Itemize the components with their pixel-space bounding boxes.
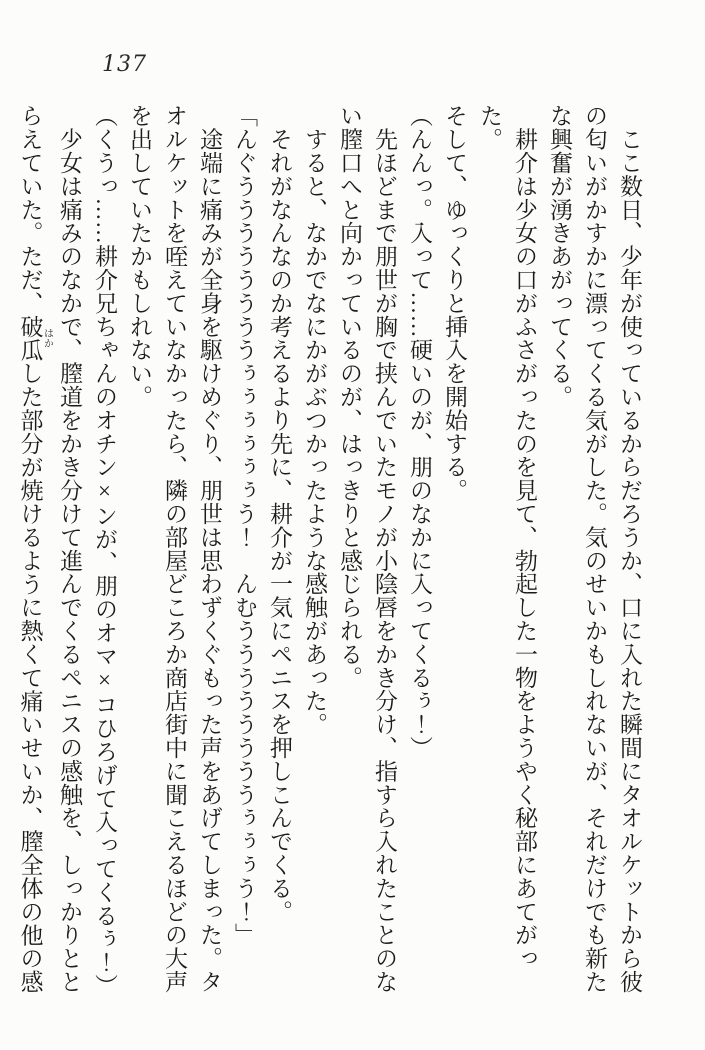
text-line-16: 少女は痛みのなかで、膣道をかき分けて進んでくるペニスの感触を、しっかりとと — [57, 104, 82, 994]
text-line-8: い膣口へと向かっているのが、はっきりと感じられる。 — [337, 104, 362, 689]
text-line-10: それがなんなのか考えるより先に、耕介が一気にペニスを押しこんでくる。 — [267, 104, 292, 923]
text-line-3: な興奮が湧きあがってくる。 — [547, 104, 572, 409]
text-line-1: ここ数日、少年が使っているからだろうか、口に入れた瞬間にタオルケットから彼 — [617, 104, 642, 994]
text-line-2: の匂いがかすかに漂ってくる気がした。気のせいかもしれないが、それだけでも新た — [582, 104, 607, 994]
page-number: 137 — [102, 52, 147, 77]
text-line-11: 「んぐううううううううぅぅぅぅぅぅう！ んむううううううううぅぅぅう！」 — [232, 104, 257, 947]
text-line-4: 耕介は少女の口がふさがったのを見て、勃起した一物をようやく秘部にあてがった。 — [477, 104, 537, 970]
text-line-7: 先ほどまで朋世が胸で挟んでいたモノが小陰唇をかき分け、指すら入れたことのな — [372, 104, 397, 994]
text-line-12: 途端に痛みが全身を駆けめぐり、朋世は思わずくぐもった声をあげてしまった。タ — [197, 104, 222, 994]
text-line-6: （んんっ。入って……硬いのが、朋のなかに入ってくるぅ！） — [407, 104, 432, 760]
text-line-13: オルケットを咥えていなかったら、隣の部屋どころか商店街中に聞こえるほどの大声 — [162, 104, 187, 994]
text-line-9: すると、なかでなにかがぶつかったような感触があった。 — [302, 104, 327, 736]
text-line-17: らえていた。ただ、破瓜 はかした部分が焼けるように熱くて痛いせいか、膣全体の他の感 — [17, 104, 53, 994]
text-line-5: そして、ゆっくりと挿入を開始する。 — [442, 104, 467, 502]
text-line-15: （くうっ……耕介兄ちゃんのオチン×ンが、朋のオマ×コひろげて入ってくるぅ！） — [92, 104, 117, 998]
ruby-annotated-word: 破瓜 はか — [17, 314, 53, 362]
vertical-text-body — [17, 104, 647, 1014]
text-line-14: を出していたかもしれない。 — [127, 104, 152, 409]
